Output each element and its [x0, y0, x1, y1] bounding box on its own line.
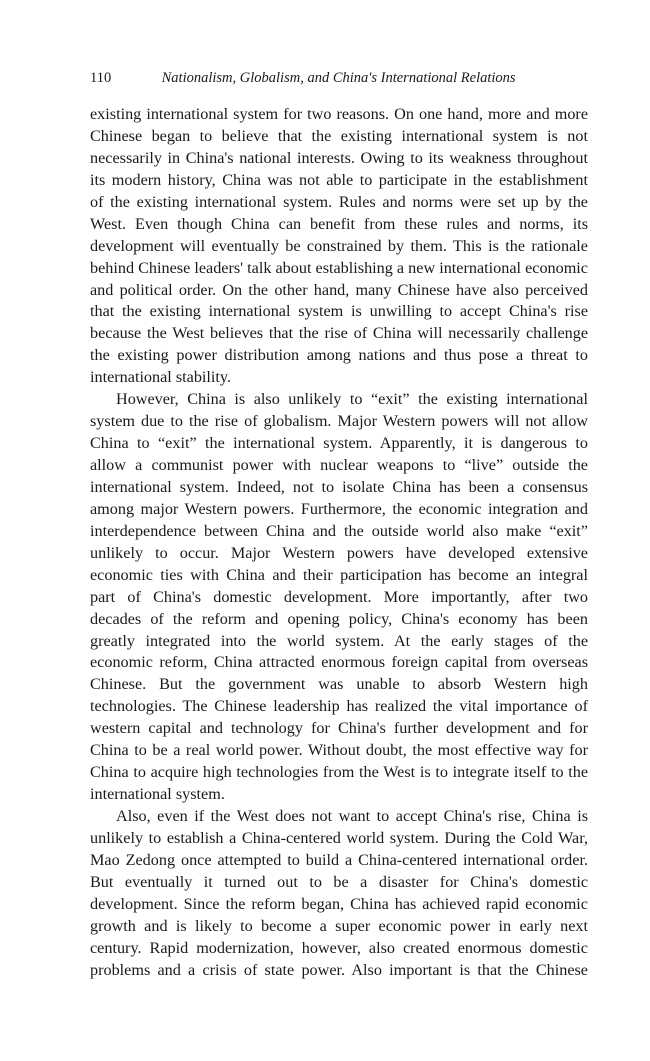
text-line: But eventually it turned out to be a disaster for China's domestic	[90, 872, 588, 891]
body-text	[90, 104, 588, 982]
text-line: because the West believes that the rise of China will necessarily challenge	[90, 324, 588, 343]
text-line: of the existing international system. Rules and norms were set up by the	[90, 192, 588, 211]
text-line: its modern history, China was not able to participate in the establishment	[90, 170, 588, 189]
text-line: behind Chinese leaders' talk about establishing a new international economic	[90, 258, 588, 277]
text-line: China to acquire high technologies from the West is to integrate itself to the	[90, 763, 588, 782]
text-line: unlikely to establish a China-centered world system. During the Cold War,	[90, 828, 588, 847]
text-line: the existing power distribution among nations and thus pose a threat to	[90, 346, 588, 365]
text-line: allow a communist power with nuclear weapons to “live” outside the	[90, 456, 588, 474]
text-line: century. Rapid modernization, however, also created enormous domestic	[90, 938, 588, 957]
paragraph	[90, 104, 588, 389]
text-line: part of China's domestic development. More importantly, after two	[90, 587, 588, 606]
page-number: 110	[90, 70, 112, 86]
paragraph	[90, 806, 588, 982]
running-head	[90, 68, 590, 88]
text-line: decades of the reform and opening policy, China's economy has been	[90, 609, 588, 628]
running-title: Nationalism, Globalism, and China's International Relations	[161, 70, 516, 86]
text-line: and political order. On the other hand, many Chinese have also perceived	[90, 280, 588, 299]
text-line: necessarily in China's national interests. Owing to its weakness throughout	[90, 148, 588, 167]
text-line: that the existing international system is unwilling to accept China's rise	[90, 302, 588, 321]
text-line: China to “exit” the international system. Apparently, it is dangerous to	[90, 434, 588, 453]
text-line: interdependence between China and the outside world also make “exit”	[90, 521, 588, 540]
text-line: unlikely to occur. Major Western powers have developed extensive	[90, 543, 588, 562]
text-line: international system.	[90, 785, 225, 804]
text-line: economic reform, China attracted enormous foreign capital from overseas	[90, 653, 588, 672]
text-line: international system. Indeed, not to isolate China has been a consensus	[90, 477, 588, 496]
text-line: growth and is likely to become a super economic power in early next	[90, 916, 588, 935]
text-line: among major Western powers. Furthermore, the economic integration and	[90, 499, 588, 518]
text-line: Chinese. But the government was unable to absorb Western high	[90, 675, 588, 694]
text-line: West. Even though China can benefit from these rules and norms, its	[90, 214, 588, 233]
text-line: problems and a crisis of state power. Also important is that the Chinese	[90, 960, 588, 979]
text-line: Also, even if the West does not want to accept China's rise, China is	[116, 807, 588, 825]
text-line: western capital and technology for China's further development and for	[90, 719, 588, 738]
text-line: Chinese began to believe that the existing international system is not	[90, 126, 588, 145]
paragraph	[90, 389, 588, 806]
text-line: development. Since the reform began, China has achieved rapid economic	[90, 894, 588, 913]
text-line: technologies. The Chinese leadership has realized the vital importance of	[90, 697, 588, 716]
text-line: system due to the rise of globalism. Major Western powers will not allow	[90, 412, 588, 431]
text-line: economic ties with China and their participation has become an integral	[90, 565, 588, 584]
text-line: greatly integrated into the world system. At the early stages of the	[90, 631, 588, 650]
text-line: international stability.	[90, 368, 232, 387]
text-line: Mao Zedong once attempted to build a China-centered international order.	[90, 850, 588, 869]
text-line: development will eventually be constrained by them. This is the rationale	[90, 236, 588, 255]
text-line: existing international system for two reasons. On one hand, more and more	[90, 105, 588, 123]
text-line: China to be a real world power. Without doubt, the most effective way for	[90, 741, 588, 760]
text-line: However, China is also unlikely to “exit” the existing international	[116, 390, 588, 409]
